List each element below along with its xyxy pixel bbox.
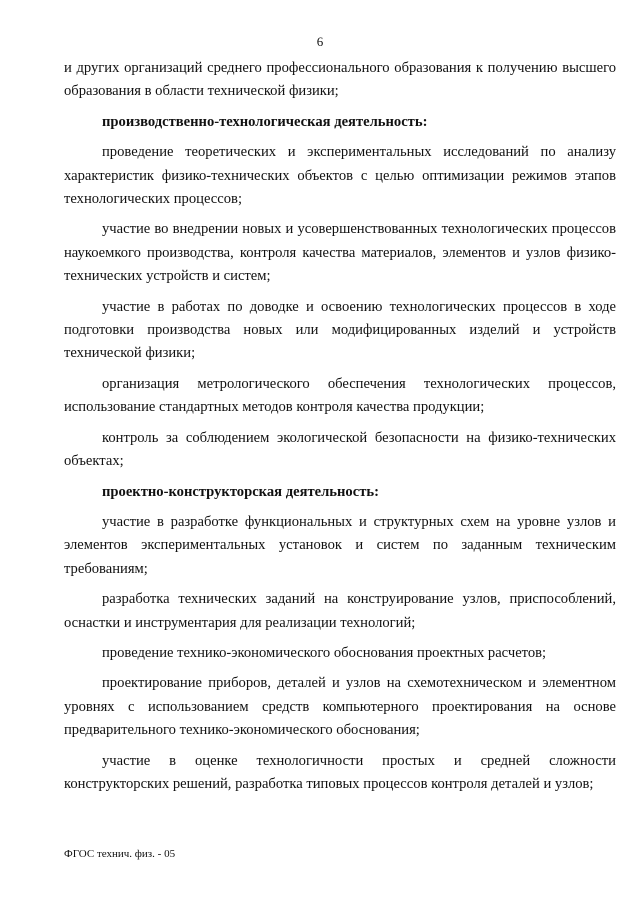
paragraph: контроль за соблюдением экологической безопасности на физико-технических объектах; [64,429,616,470]
paragraph-continuation: и других организаций среднего профессионального образования к получению высшего образования в области технической физики; [64,60,616,100]
paragraph: участие во внедрении новых и усовершенствованных технологических процессов наукоемкого производства, контроля качества материалов, элементов и узлов физико-технических устройств и систем; [64,221,616,285]
paragraph: проведение технико-экономического обоснования проектных расчетов; [102,644,547,661]
paragraph: участие в оценке технологичности простых и средней сложности конструкторских решений, разработка типовых процессов контроля деталей и узлов; [64,752,616,792]
paragraph: проведение теоретических и экспериментальных исследований по анализу характеристик физико-технических объектов с целью оптимизации режимов этапов технологических процессов; [64,144,616,208]
section-heading-design: проектно-конструкторская деятельность: [102,483,379,500]
paragraph: участие в разработке функциональных и структурных схем на уровне узлов и элементов экспериментальных установок и систем по заданным техническим требованиям; [64,513,616,577]
page-number: 6 [316,34,324,49]
section-heading-production: производственно-технологическая деятельность: [102,113,428,130]
body-text [64,57,616,803]
paragraph: участие в работах по доводке и освоению технологических процессов в ходе подготовки производства новых или модифицированных изделий и устройств технической физики; [64,298,616,362]
page-footer: ФГОС технич. физ. - 05 [64,848,176,860]
paragraph: разработка технических заданий на конструирование узлов, приспособлений, оснастки и инструментария для реализации технологий; [64,591,616,631]
paragraph: проектирование приборов, деталей и узлов на схемотехническом и элементном уровнях с использованием средств компьютерного проектирования на основе предварительного технико-экономического обоснования; [64,675,616,739]
paragraph: организация метрологического обеспечения технологических процессов, использование стандартных методов контроля качества продукции; [64,375,616,416]
